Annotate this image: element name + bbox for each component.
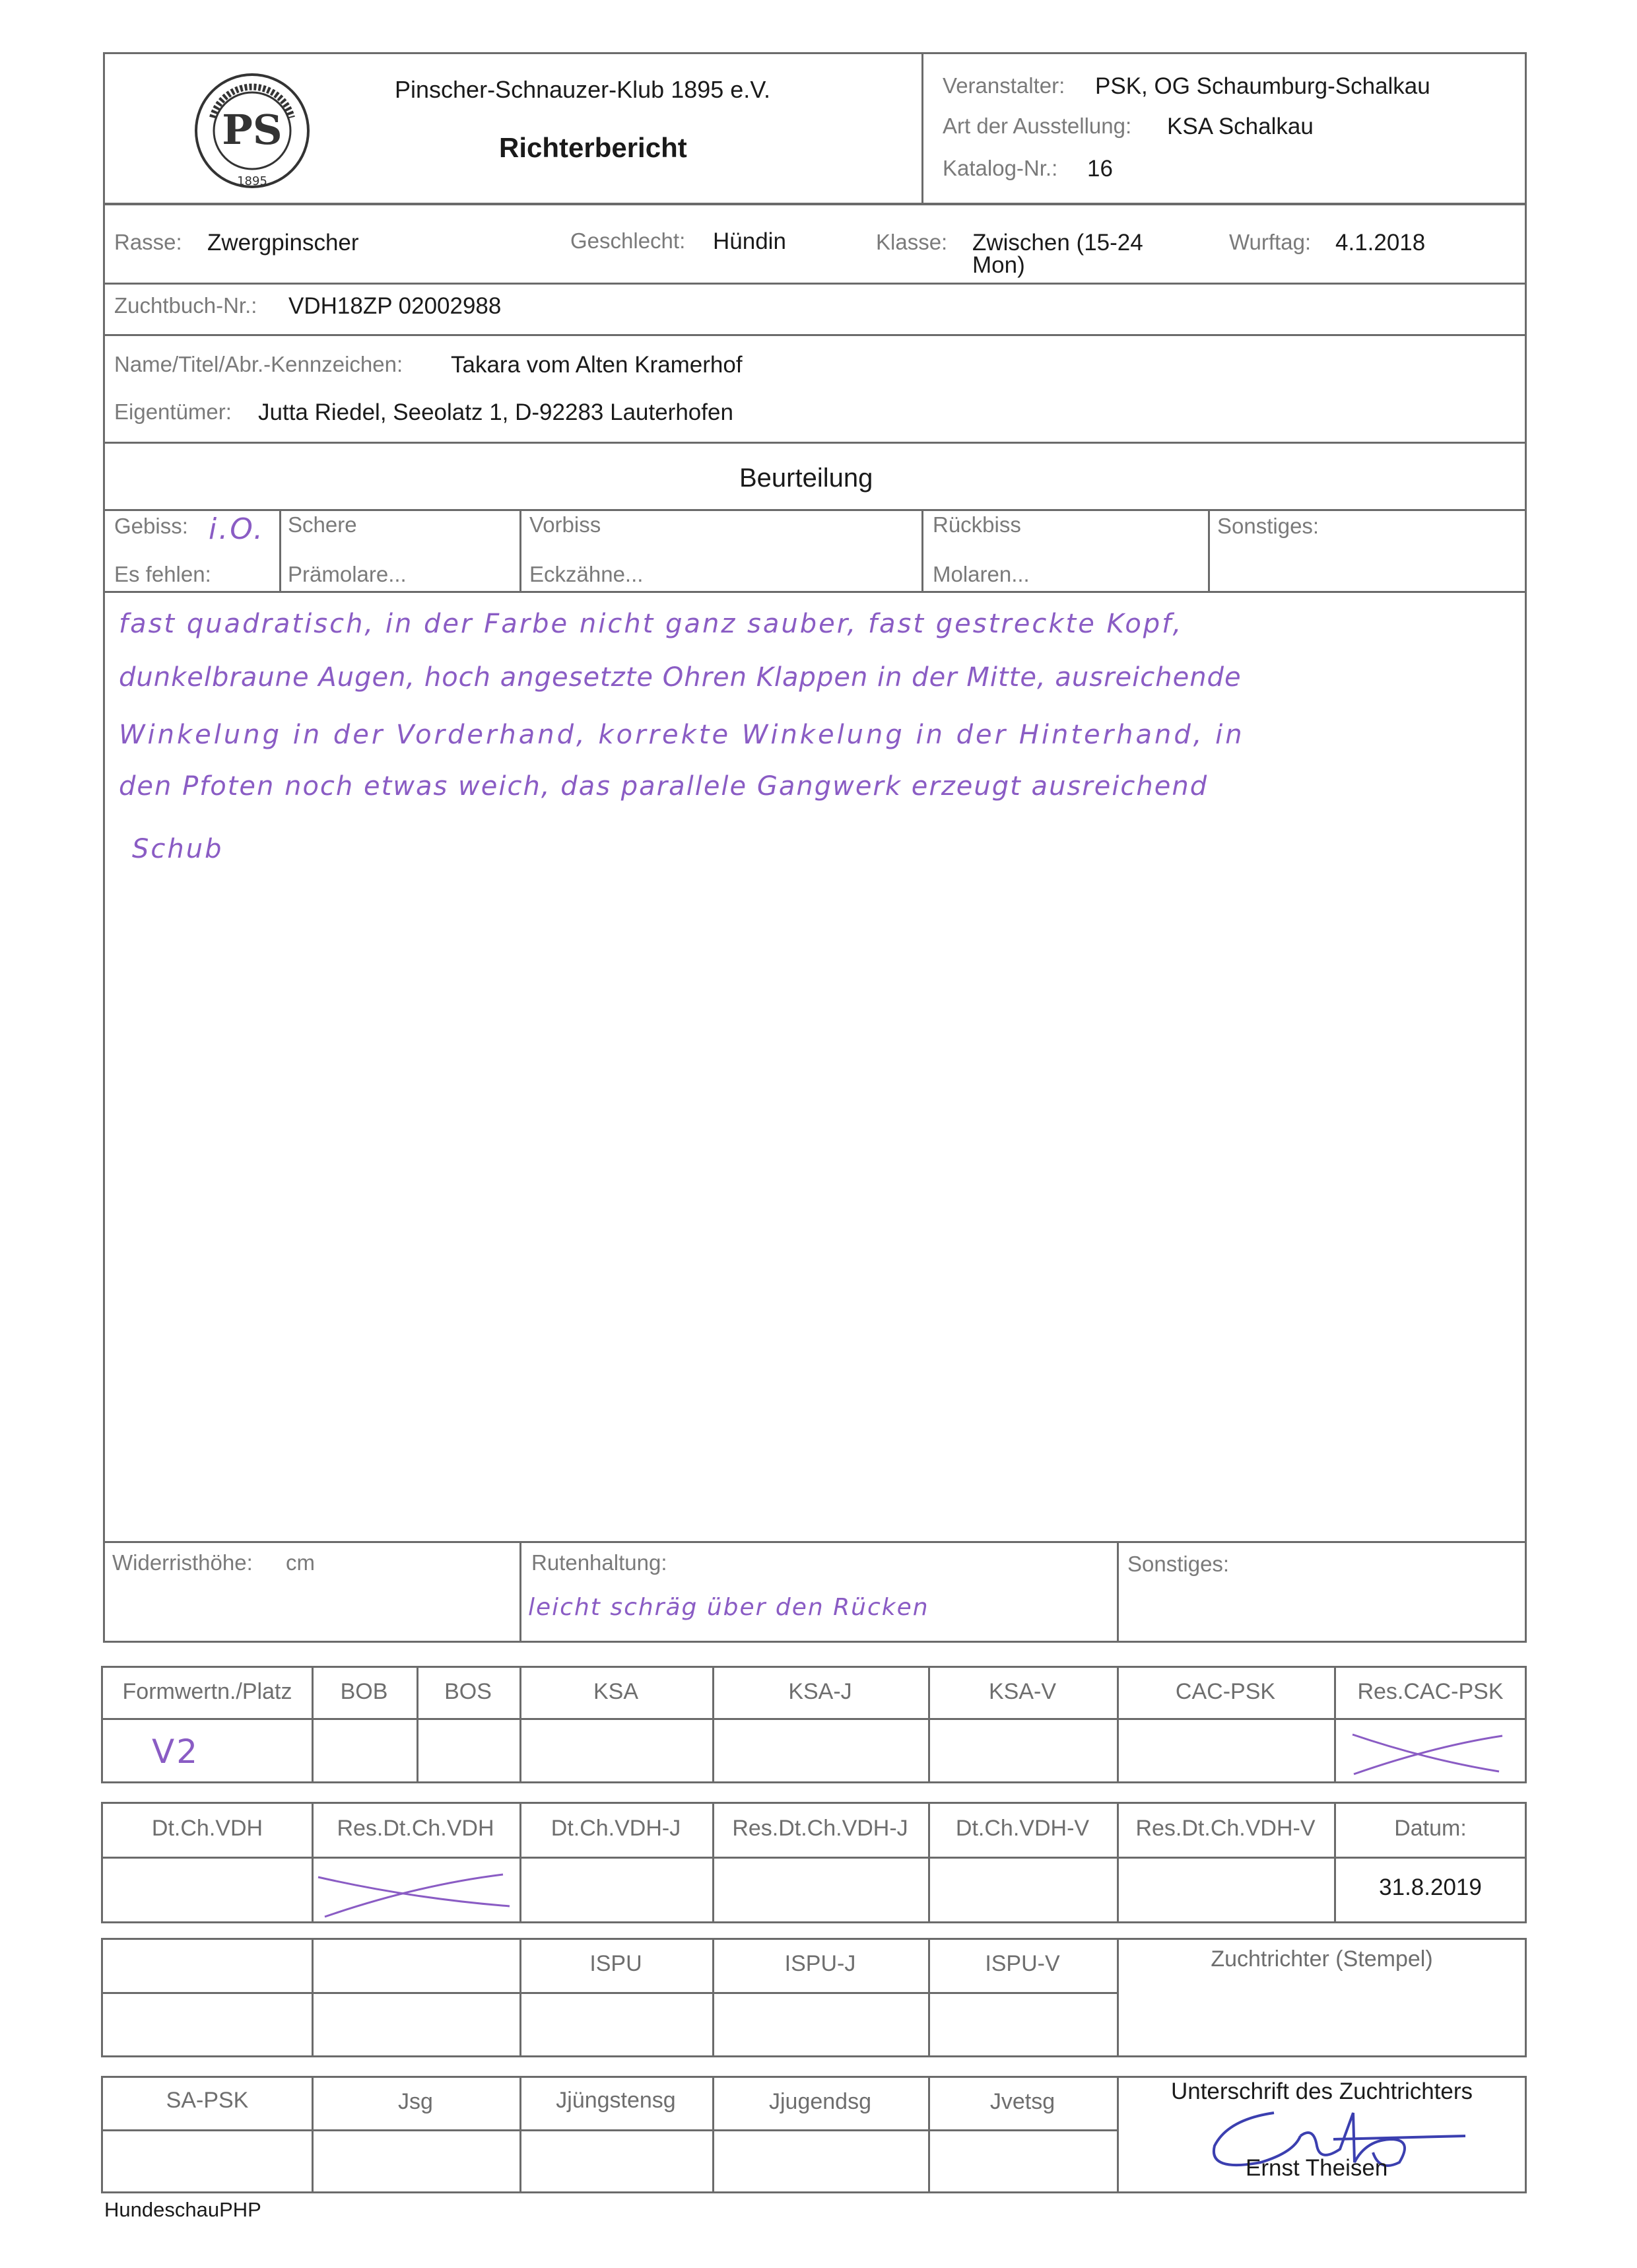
titles-header-ch-v: Dt.Ch.VDH-V <box>955 1816 1090 1841</box>
rule-breed <box>103 283 1527 285</box>
rule-studbook <box>103 334 1527 336</box>
grades-header-ksa-v: KSA-V <box>988 1679 1057 1704</box>
grades-header-cac: CAC-PSK <box>1175 1679 1276 1704</box>
date-label: Datum: <box>1394 1816 1467 1841</box>
assessment-line-3: Winkelung in der Vorderhand, korrekte Winkelung in der Hinterhand, in <box>119 720 1245 750</box>
sex-value: Hündin <box>713 228 786 254</box>
titles-header-res-ch-v: Res.Dt.Ch.VDH-V <box>1135 1816 1316 1841</box>
overbite-label: Vorbiss <box>529 512 601 537</box>
bite-label: Gebiss: <box>114 514 188 538</box>
show-type-value: KSA Schalkau <box>1167 114 1314 139</box>
titles-header-res-ch: Res.Dt.Ch.VDH <box>337 1816 494 1841</box>
organizer-label: Veranstalter: <box>943 73 1065 98</box>
birth-value: 4.1.2018 <box>1335 230 1426 256</box>
svg-text:PS: PS <box>222 106 283 154</box>
rule-heading <box>103 509 1527 511</box>
rule-measures <box>103 1541 1527 1543</box>
final-header-jsg: Jsg <box>398 2089 433 2114</box>
stamp-label: Zuchtrichter (Stempel) <box>1211 1946 1433 1972</box>
breed-label: Rasse: <box>114 230 182 254</box>
assessment-line-5: Schub <box>132 834 224 864</box>
svg-text:1895: 1895 <box>237 174 267 188</box>
height-label: Widerristhöhe: <box>112 1550 253 1575</box>
organizer-value: PSK, OG Schaumburg-Schalkau <box>1095 73 1430 99</box>
tail-value: leicht schräg über den Rücken <box>528 1594 929 1621</box>
res-ch-crossed-out <box>312 1859 519 1923</box>
ispu-header: ISPU <box>589 1951 642 1976</box>
breed-value: Zwergpinscher <box>207 230 359 256</box>
canines-label: Eckzähne... <box>529 562 644 586</box>
molars-label: Molaren... <box>933 562 1030 586</box>
header-divider <box>921 52 923 205</box>
teeth-other-label: Sonstiges: <box>1217 514 1320 538</box>
final-header-jjugendsg: Jjugendsg <box>768 2089 871 2114</box>
judge-name: Ernst Theisen <box>1246 2155 1388 2181</box>
teeth-divider-2 <box>519 509 521 591</box>
grade-value: V2 <box>152 1733 200 1771</box>
bite-value: i.O. <box>209 512 265 546</box>
class-value-line1: Zwischen (15-24 <box>972 230 1143 256</box>
assessment-heading: Beurteilung <box>739 464 873 493</box>
measures-divider-2 <box>1117 1541 1119 1643</box>
grades-header-form: Formwertn./Platz <box>122 1679 292 1704</box>
titles-header-ch: Dt.Ch.VDH <box>151 1816 263 1841</box>
name-label: Name/Titel/Abr.-Kennzeichen: <box>114 352 403 376</box>
catalog-label: Katalog-Nr.: <box>943 156 1058 180</box>
sex-label: Geschlecht: <box>570 228 686 253</box>
titles-header-ch-j: Dt.Ch.VDH-J <box>551 1816 681 1841</box>
scissor-label: Schere <box>288 512 357 537</box>
grades-header-res-cac: Res.CAC-PSK <box>1357 1679 1504 1704</box>
grades-header-bos: BOS <box>444 1679 492 1704</box>
class-value-line2: Mon) <box>972 252 1025 278</box>
titles-header-res-ch-j: Res.Dt.Ch.VDH-J <box>732 1816 908 1841</box>
assessment-line-4: den Pfoten noch etwas weich, das parallele Gangwerk erzeugt ausreichend <box>119 771 1209 802</box>
assessment-line-2: dunkelbraune Augen, hoch angesetzte Ohren Klappen in der Mitte, ausreichende <box>119 662 1242 693</box>
show-type-label: Art der Ausstellung: <box>943 114 1132 138</box>
grades-rule <box>101 1718 1527 1720</box>
ispu-col-1 <box>312 1938 314 2057</box>
tail-label: Rutenhaltung: <box>531 1550 667 1575</box>
height-unit: cm <box>286 1550 315 1575</box>
ispu-v-header: ISPU-V <box>985 1951 1060 1976</box>
club-logo <box>193 71 312 190</box>
measures-divider-1 <box>519 1541 521 1643</box>
grades-header-bob: BOB <box>340 1679 388 1704</box>
teeth-divider-4 <box>1208 509 1210 591</box>
ispu-j-header: ISPU-J <box>784 1951 856 1976</box>
studbook-value: VDH18ZP 02002988 <box>288 293 502 319</box>
teeth-divider-3 <box>921 509 923 591</box>
final-header-sa-psk: SA-PSK <box>166 2088 249 2113</box>
premolars-label: Prämolare... <box>288 562 407 586</box>
teeth-divider-1 <box>279 509 281 591</box>
date-value: 31.8.2019 <box>1379 1874 1482 1900</box>
name-value: Takara vom Alten Kramerhof <box>451 352 743 378</box>
final-rule <box>101 2129 1117 2131</box>
grades-header-ksa: KSA <box>593 1679 639 1704</box>
ispu-rule <box>101 1992 1117 1994</box>
owner-value: Jutta Riedel, Seeolatz 1, D-92283 Lauterhofen <box>258 399 733 425</box>
club-name: Pinscher-Schnauzer-Klub 1895 e.V. <box>395 76 771 103</box>
owner-label: Eigentümer: <box>114 399 232 424</box>
signature-label: Unterschrift des Zuchtrichters <box>1170 2079 1473 2104</box>
measures-other-label: Sonstiges: <box>1127 1552 1230 1576</box>
studbook-label: Zuchtbuch-Nr.: <box>114 293 257 318</box>
missing-label: Es fehlen: <box>114 562 211 586</box>
grades-header-ksa-j: KSA-J <box>788 1679 852 1704</box>
assessment-line-1: fast quadratisch, in der Farbe nicht ganz sauber, fast gestreckte Kopf, <box>119 609 1184 639</box>
underbite-label: Rückbiss <box>933 512 1021 537</box>
rule-owner <box>103 442 1527 444</box>
rule-teeth <box>103 591 1527 593</box>
final-header-jvetsg: Jvetsg <box>989 2089 1055 2114</box>
birth-label: Wurftag: <box>1229 230 1312 254</box>
catalog-value: 16 <box>1087 156 1113 182</box>
report-title: Richterbericht <box>499 132 687 163</box>
final-header-jjuengstensg: Jjüngstensg <box>556 2088 676 2113</box>
res-cac-crossed-out <box>1334 1720 1527 1783</box>
footer-brand: HundeschauPHP <box>104 2198 261 2221</box>
class-label: Klasse: <box>876 230 948 254</box>
